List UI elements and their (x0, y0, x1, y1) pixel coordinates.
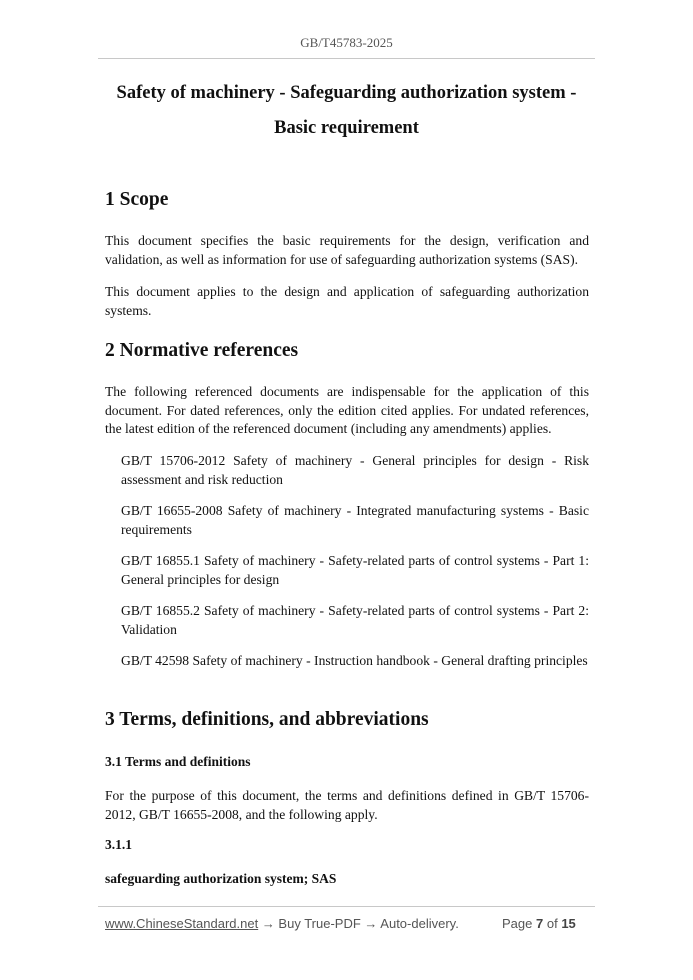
section-2-heading: 2 Normative references (105, 340, 299, 361)
of-label: of (546, 916, 558, 931)
reference-item: GB/T 16855.2 Safety of machinery - Safety-related parts of control systems - Part 2: Validation (121, 603, 589, 637)
header-rule (98, 58, 595, 59)
title-line-1: Safety of machinery - Safeguarding authorization system - (116, 83, 577, 103)
footer-text: → Buy True-PDF → Auto-delivery. (258, 916, 459, 931)
section-3-heading: 3 Terms, definitions, and abbreviations (105, 709, 429, 730)
paragraph: This document applies to the design and application of safeguarding authorization systems. (105, 284, 589, 318)
page-label: Page (502, 916, 533, 931)
reference-item: GB/T 16655-2008 Safety of machinery - Integrated manufacturing systems - Basic requirements (121, 503, 589, 537)
footer-link[interactable]: www.ChineseStandard.net (105, 916, 259, 931)
paragraph: The following referenced documents are indispensable for the application of this document. For dated references, only the edition cited applies. For undated references, the latest edition of the referenced document (including any amendments) applies. (105, 384, 589, 437)
total-pages: 15 (561, 916, 576, 931)
term-number: 3.1.1 (105, 837, 132, 852)
subsection-heading: 3.1 Terms and definitions (105, 754, 251, 769)
current-page: 7 (536, 916, 544, 931)
section-1-heading: 1 Scope (105, 189, 169, 210)
footer-rule (98, 906, 595, 907)
page-number (502, 916, 576, 931)
title-line-2: Basic requirement (274, 118, 419, 138)
reference-item: GB/T 16855.1 Safety of machinery - Safety-related parts of control systems - Part 1: General principles for design (121, 553, 589, 587)
footer-promo (105, 916, 459, 931)
header-doc-id: GB/T45783-2025 (300, 35, 393, 50)
term: safeguarding authorization system; SAS (105, 871, 337, 886)
paragraph: This document specifies the basic requirements for the design, verification and validation, as well as information for use of safeguarding authorization systems (SAS). (105, 233, 589, 267)
reference-item: GB/T 42598 Safety of machinery - Instruction handbook - General drafting principles (121, 653, 588, 668)
reference-item: GB/T 15706-2012 Safety of machinery - General principles for design - Risk assessment and risk reduction (121, 453, 589, 487)
paragraph: For the purpose of this document, the terms and definitions defined in GB/T 15706-2012, GB/T 16655-2008, and the following apply. (105, 788, 589, 822)
